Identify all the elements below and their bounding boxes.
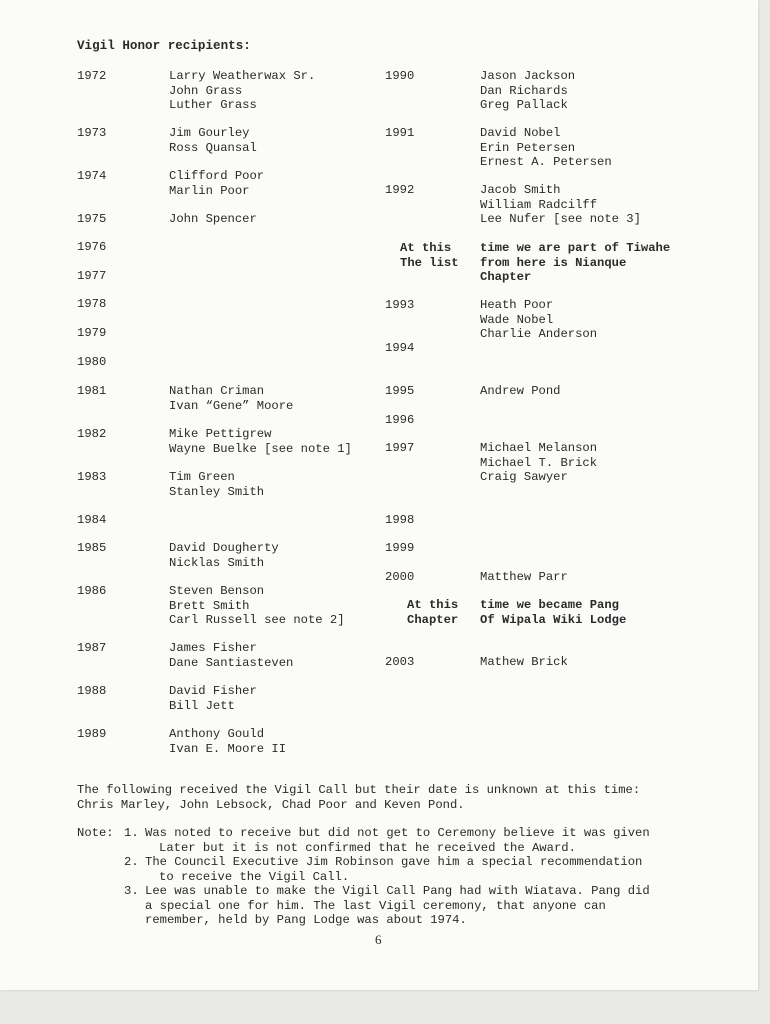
paragraph-line: The following received the Vigil Call but their date is unknown at this time:: [77, 783, 641, 797]
note-line: to receive the Vigil Call.: [159, 869, 350, 884]
recipient-name: Matthew Parr: [480, 570, 568, 584]
recipient-name: Lee Nufer [see note 3]: [480, 212, 641, 226]
note-line: remember, held by Pang Lodge was about 1974.: [145, 913, 467, 927]
recipient-name: Andrew Pond: [480, 384, 561, 398]
notice-text: time we became Pang: [480, 598, 619, 612]
year: 1988: [77, 684, 107, 698]
recipient-name: Jim Gourley: [169, 126, 250, 140]
recipient-name: Stanley Smith: [169, 484, 265, 499]
year: 1986: [77, 584, 107, 598]
year: 1983: [77, 470, 107, 484]
year: 1984: [77, 513, 107, 527]
recipient-name: Michael Melanson: [480, 441, 598, 455]
recipient-name: Nathan Criman: [169, 384, 265, 398]
notice-text: from here is Nianque: [480, 255, 627, 270]
year: 1973: [77, 126, 107, 140]
note-line: Was noted to receive but did not get to Ceremony believe it was given: [145, 826, 650, 840]
recipient-name: Ivan E. Moore II: [169, 741, 287, 756]
note-line: a special one for him. The last Vigil ceremony, that anyone can: [145, 898, 606, 913]
year: 1992: [385, 183, 415, 197]
year: 1982: [77, 427, 107, 441]
recipient-name: Ross Quansal: [169, 140, 257, 155]
recipient-name: Heath Poor: [480, 298, 554, 312]
recipient-name: David Nobel: [480, 126, 561, 140]
year: 1996: [385, 413, 415, 427]
year: 1998: [385, 513, 415, 527]
recipient-name: Ernest A. Petersen: [480, 155, 612, 169]
year: 1972: [77, 69, 107, 83]
year: 1978: [77, 297, 107, 311]
recipient-name: Brett Smith: [169, 598, 250, 613]
note-line: The Council Executive Jim Robinson gave him a special recommendation: [145, 855, 643, 869]
year: 1999: [385, 541, 415, 555]
recipient-name: Mathew Brick: [480, 655, 568, 669]
year: 1989: [77, 727, 107, 741]
recipient-name: Tim Green: [169, 470, 235, 484]
paragraph-line: Chris Marley, John Lebsock, Chad Poor and Keven Pond.: [77, 797, 465, 812]
recipient-name: John Spencer: [169, 212, 257, 226]
year: 1981: [77, 384, 107, 398]
recipient-name: David Fisher: [169, 684, 257, 698]
notice-text: Chapter: [480, 270, 532, 284]
year: 1994: [385, 341, 415, 355]
note-line: Later but it is not confirmed that he received the Award.: [159, 840, 576, 855]
recipient-name: Wade Nobel: [480, 312, 554, 327]
recipient-name: Steven Benson: [169, 584, 265, 598]
year: 2000: [385, 570, 415, 584]
year: 1979: [77, 326, 107, 340]
notice-text: Of Wipala Wiki Lodge: [480, 612, 627, 627]
recipient-name: Anthony Gould: [169, 727, 265, 741]
year: 1977: [77, 269, 107, 283]
recipient-name: Greg Pallack: [480, 98, 568, 112]
notice-text: The list: [400, 255, 459, 270]
page-number: 6: [375, 932, 382, 947]
notice-text: At this: [407, 598, 459, 612]
recipient-name: Marlin Poor: [169, 183, 250, 198]
note-number: 2.: [124, 855, 139, 869]
year: 1995: [385, 384, 415, 398]
recipient-name: Larry Weatherwax Sr.: [169, 69, 316, 83]
year: 1993: [385, 298, 415, 312]
recipient-name: John Grass: [169, 83, 243, 98]
year: 1990: [385, 69, 415, 83]
recipient-name: Nicklas Smith: [169, 555, 265, 570]
recipient-name: William Radcilff: [480, 197, 598, 212]
notice-text: Chapter: [407, 612, 459, 627]
page-title: Vigil Honor recipients:: [77, 39, 251, 53]
note-number: 3.: [124, 884, 139, 898]
recipient-name: David Dougherty: [169, 541, 279, 555]
year: 1976: [77, 240, 107, 254]
recipient-name: Erin Petersen: [480, 140, 576, 155]
year: 1975: [77, 212, 107, 226]
recipient-name: Mike Pettigrew: [169, 427, 272, 441]
year: 1974: [77, 169, 107, 183]
notice-text: time we are part of Tiwahe: [480, 241, 671, 255]
recipient-name: Ivan “Gene” Moore: [169, 398, 294, 413]
recipient-name: Michael T. Brick: [480, 455, 598, 470]
recipient-name: Carl Russell see note 2]: [169, 613, 345, 627]
recipient-name: Dan Richards: [480, 83, 568, 98]
recipient-name: Craig Sawyer: [480, 470, 568, 484]
note-number: 1.: [124, 826, 139, 840]
note-line: Lee was unable to make the Vigil Call Pang had with Wiatava. Pang did: [145, 884, 650, 898]
recipient-name: Luther Grass: [169, 98, 257, 112]
recipient-name: James Fisher: [169, 641, 257, 655]
recipient-name: Clifford Poor: [169, 169, 265, 183]
recipient-name: Jason Jackson: [480, 69, 576, 83]
recipient-name: Jacob Smith: [480, 183, 561, 197]
year: 1985: [77, 541, 107, 555]
year: 1991: [385, 126, 415, 140]
year: 1997: [385, 441, 415, 455]
notes-label: Note:: [77, 826, 114, 840]
notice-text: At this: [400, 241, 452, 255]
recipient-name: Wayne Buelke [see note 1]: [169, 441, 352, 456]
recipient-name: Charlie Anderson: [480, 327, 598, 341]
recipient-name: Dane Santiasteven: [169, 655, 294, 670]
year: 2003: [385, 655, 415, 669]
year: 1987: [77, 641, 107, 655]
recipient-name: Bill Jett: [169, 698, 235, 713]
year: 1980: [77, 355, 107, 369]
